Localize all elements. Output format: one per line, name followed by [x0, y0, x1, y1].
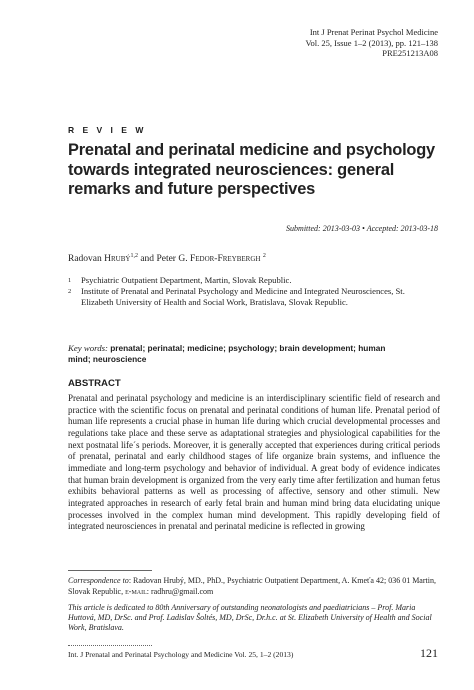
- author-and: and: [140, 254, 155, 264]
- abstract-body: Prenatal and perinatal psychology and medicine is an interdisciplinary scientific field of research and practice with the scientific focus on prenatal and perinatal conditions of human life. Prenatal period of human life represents a crucial phase in human life during which crucial developmental processes and regulations take place and these serve as adaptational strategies and physiological capabilities for the next postnatal life´s periods. Moreover, it is generally accepted that experiences during critical periods of prenatal, perinatal and early childhood stages of life organize brain systems, and influence the immediate and long-term psychology and behavior of individual. A great body of evidence indicates that human brain development is organized from the very early time after fertilization and human fetus exhibits behavioral patterns as well as processing of affective, sensory and other stimuli. New integrated approaches in research of early fetal brain and human mind bring data elucidating unique processes involved in the complex human mind development. This rapidly developing field of integrated neurosciences in prenatal and perinatal medicine is reflected in growing: [68, 393, 440, 532]
- affiliation-2: [68, 286, 438, 308]
- abstract-heading: ABSTRACT: [68, 378, 121, 389]
- journal-header: [305, 27, 438, 59]
- email-label: e-mail: [125, 586, 147, 596]
- affiliation-number: 1: [68, 277, 72, 284]
- keywords-label: Key words:: [68, 343, 108, 353]
- page-number: 121: [420, 646, 438, 660]
- article-title: Prenatal and perinatal medicine and psychology towards integrated neurosciences: general remarks and future perspectives: [68, 141, 435, 199]
- affiliation-text: Psychiatric Outpatient Department, Martin, Slovak Republic.: [81, 275, 292, 285]
- correspondence-text: : Radovan Hrubý, MD., PhD., Psychiatric Outpatient Department, A. Kmeťa 42; 036 01 Martin, Slovak Republic,: [68, 576, 436, 596]
- affiliation-1: [68, 275, 438, 286]
- footer-citation: Int. J Prenatal and Perinatal Psychology and Medicine Vol. 25, 1–2 (2013): [68, 650, 294, 659]
- email-address: : radhru@gmail.com: [146, 586, 214, 596]
- correspondence: [68, 576, 440, 597]
- keywords-list: prenatal; perinatal; medicine; psychology; brain development; human mind; neuroscience: [68, 343, 386, 365]
- dedication-note: This article is dedicated to 80th Anniversary of outstanding neonatologists and paediatricians – Prof. Maria Huttová, MD, DrSc. and Prof. Ladislav Šoltés, MD, DrSc, Dr.h.c. at St. Elizabeth University of Health and Social Work, Bratislava.: [68, 603, 432, 633]
- affiliation-text: Institute of Prenatal and Perinatal Psychology and Medicine and Integrated Neurosciences, St. Elizabeth University of Health and Social Work, Bratislava, Slovak Republic.: [81, 286, 405, 308]
- author1-affil-ref: 1,2: [130, 252, 138, 259]
- author-line: [68, 254, 266, 264]
- correspondence-label: Correspondence to: [68, 576, 129, 585]
- author2-last: Fedor-Freybergh: [189, 254, 261, 264]
- article-id: PRE251213A08: [382, 48, 438, 58]
- footer-divider: [68, 645, 152, 646]
- author2-first: Peter G.: [156, 254, 188, 264]
- footnote-divider: [68, 570, 152, 571]
- journal-name: Int J Prenat Perinat Psychol Medicine: [309, 27, 438, 37]
- author2-affil-ref: 2: [262, 252, 266, 259]
- author1-last: Hrubý: [104, 254, 131, 264]
- section-label: R E V I E W: [68, 125, 147, 135]
- submission-dates: Submitted: 2013-03-03 • Accepted: 2013-03-18: [286, 224, 438, 233]
- author1-first: Radovan: [68, 254, 102, 264]
- keywords: [68, 343, 388, 365]
- affiliation-number: 2: [68, 288, 72, 295]
- volume-info: Vol. 25, Issue 1–2 (2013), pp. 121–138: [305, 37, 438, 48]
